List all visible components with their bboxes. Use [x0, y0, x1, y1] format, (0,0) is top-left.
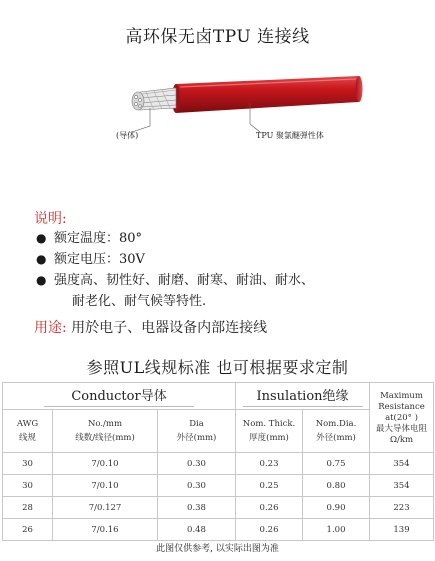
note-properties: 强度高、韧性好、耐磨、耐寒、耐油、耐水、 — [54, 273, 315, 288]
bullet-icon: ● — [36, 231, 47, 245]
max-res-line: Maximum — [380, 391, 423, 401]
max-res-line: at(20° ) — [385, 413, 418, 423]
conductor-header-text: Conductor导体 — [71, 389, 167, 404]
insulation-callout: TPU 聚氯醚弹性体 — [256, 131, 324, 140]
notes-heading: 说明: — [34, 211, 67, 227]
cell-awg: 30 — [3, 453, 53, 475]
thickness-header: Nom. Thick. 厚度(mm) — [236, 410, 303, 453]
cell-thickness: 0.25 — [236, 475, 303, 497]
table-row — [3, 475, 434, 497]
cell-strand: 7/0.16 — [53, 519, 158, 541]
conductor-group-header — [3, 383, 236, 410]
cell-outer-dia: 0.75 — [303, 453, 370, 475]
usage-label: 用途: — [34, 320, 67, 336]
cell-awg: 26 — [3, 519, 53, 541]
max-res-line: Resistance — [378, 402, 425, 412]
awg-header: AWG 线规 — [3, 410, 53, 453]
cell-outer-dia: 0.80 — [303, 475, 370, 497]
cell-resistance: 223 — [370, 497, 434, 519]
cell-thickness: 0.23 — [236, 453, 303, 475]
conductor-callout: (导体) — [116, 131, 139, 140]
strand-header: No./mm 线数/线径(mm) — [53, 410, 158, 453]
insulation-group-header — [236, 383, 370, 410]
max-res-line: 最大导体电阻 — [376, 424, 428, 434]
page-title: 高环保无卤TPU 连接线 — [125, 27, 310, 47]
cell-conductor-dia: 0.30 — [158, 475, 236, 497]
cell-strand: 7/0.10 — [53, 453, 158, 475]
bullet-icon: ● — [36, 252, 47, 266]
note-item — [36, 270, 416, 291]
cell-awg: 28 — [3, 497, 53, 519]
spec-table — [2, 382, 434, 541]
conductor-strands — [132, 88, 176, 110]
table-row — [3, 497, 434, 519]
cell-resistance: 354 — [370, 475, 434, 497]
cell-outer-dia: 0.90 — [303, 497, 370, 519]
note-item — [36, 249, 416, 270]
cell-conductor-dia: 0.30 — [158, 453, 236, 475]
cell-thickness: 0.26 — [236, 519, 303, 541]
bullet-icon: ● — [36, 273, 47, 287]
table-row — [3, 453, 434, 475]
note-rated-temperature: 额定温度：80° — [54, 231, 143, 246]
cell-resistance: 139 — [370, 519, 434, 541]
conductor-leader — [132, 108, 150, 132]
max-resistance-header — [370, 383, 434, 453]
insulation-jacket — [172, 76, 363, 113]
cell-strand: 7/0.10 — [53, 475, 158, 497]
cell-conductor-dia: 0.48 — [158, 519, 236, 541]
note-properties-continued: 耐老化、耐气候等特性. — [72, 294, 207, 309]
table-row — [3, 519, 434, 541]
footer-note: 此图仅供参考, 以实际出图为准 — [156, 544, 279, 554]
max-res-line: Ω/km — [389, 435, 414, 445]
cell-conductor-dia: 0.38 — [158, 497, 236, 519]
cable-illustration — [110, 70, 370, 160]
usage-line — [34, 317, 267, 337]
usage-text: 用於电子、电器设备内部连接线 — [71, 320, 268, 336]
cell-resistance: 354 — [370, 453, 434, 475]
note-rated-voltage: 额定电压：30V — [54, 252, 145, 267]
cell-strand: 7/0.127 — [53, 497, 158, 519]
outer-dia-header: Nom.Dia. 外径(mm) — [303, 410, 370, 453]
table-subtitle: 参照UL线规标准 也可根据要求定制 — [86, 358, 349, 377]
cell-outer-dia: 1.00 — [303, 519, 370, 541]
note-item — [36, 228, 416, 249]
notes-list — [36, 228, 416, 312]
insulation-header-text: Insulation绝缘 — [256, 389, 349, 404]
conductor-dia-header: Dia 外径(mm) — [158, 410, 236, 453]
cell-thickness: 0.26 — [236, 497, 303, 519]
cell-awg: 30 — [3, 475, 53, 497]
